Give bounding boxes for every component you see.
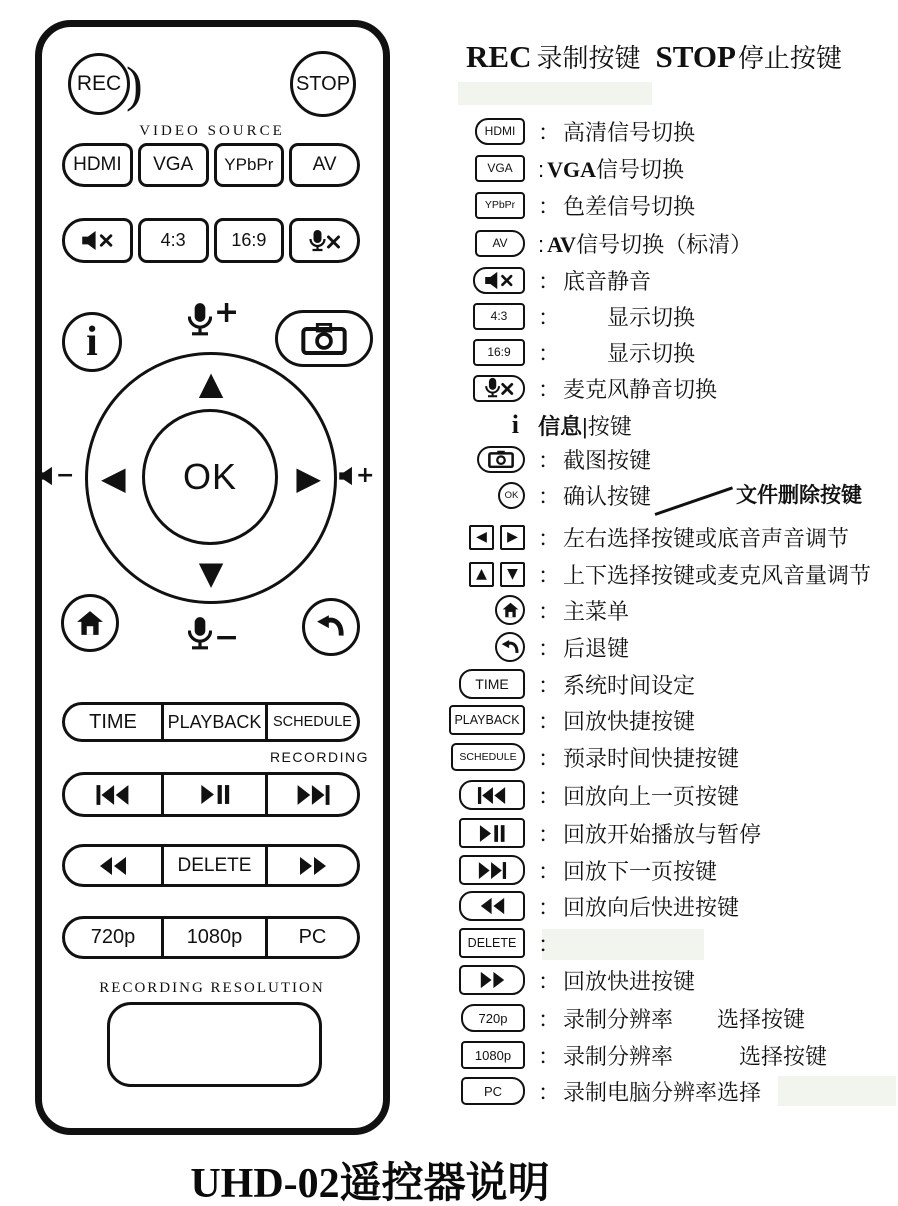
legend [430,0,898,1206]
legend-description: ： 回放快进按键 [538,968,696,994]
scan-artifact: ) [126,56,143,112]
legend-row-speaker-mute-icon [430,262,898,298]
legend-description: ： 预录时间快捷按键 [538,745,740,771]
skip-forward-icon [459,855,525,885]
left-arrow-icon: ◀ [469,525,494,550]
legend-description: ： 截图按键 [538,447,652,473]
legend-description: ： 高清信号切换 [538,119,696,145]
recording-resolution-label: RECORDING RESOLUTION [99,980,325,996]
res-720p-button[interactable]: 720p [90,926,136,948]
rewind-button[interactable] [65,847,161,884]
legend-description: ： 回放下一页按键 [538,858,718,884]
legend-row-camera-icon [430,441,898,477]
legend-row-delete-key [430,925,898,961]
right-button[interactable]: ▶ [296,459,321,497]
hdmi-key: HDMI [475,118,525,145]
mute-button[interactable] [62,218,133,263]
play-pause-icon [459,818,525,848]
key-720p: 720p [461,1004,525,1032]
legend-row-key-16-9 [430,334,898,370]
legend-description: ： 左右选择按键或底音声音调节 [538,525,850,551]
vga-key: VGA [475,155,525,182]
remote-control [35,20,390,1135]
minus-sign: − [56,463,75,488]
legend-description: ： 回放向上一页按键 [538,783,740,809]
legend-description: ： 上下选择按键或麦克风音量调节 [538,562,872,588]
play-pause-button[interactable] [161,775,268,814]
time-button[interactable]: TIME [89,710,137,733]
mic-icon [188,617,212,652]
legend-description: ： 色差信号切换 [538,193,696,219]
skip-forward-icon [295,784,331,806]
legend-description: ： 回放向后快进按键 [538,894,740,920]
camera-icon [301,323,347,355]
res-pc-button[interactable]: PC [298,926,327,948]
legend-description: ： 确认按键 [538,483,652,509]
rec-header-desc: 录制按键 [536,43,641,73]
ypbpr-button[interactable]: YPbPr [214,143,285,187]
speaker-mute-icon [81,230,114,251]
ok-button[interactable]: OK [142,409,278,545]
legend-description: ： 回放快捷按键 [538,708,696,734]
av-key: AV [475,230,525,257]
rewind-icon [459,891,525,921]
delete-button[interactable]: DELETE [161,847,268,884]
vga-button[interactable]: VGA [138,143,209,187]
delete-key: DELETE [459,928,525,958]
fast-forward-icon [459,965,525,995]
legend-row-play-pause-icon [430,815,898,851]
key-pc: PC [461,1077,525,1105]
camera-button[interactable] [275,310,373,367]
legend-header [466,38,842,75]
back-icon [495,632,525,662]
right-arrow-icon: ▶ [500,525,525,550]
highlight-box [458,82,652,105]
dpad [85,352,337,604]
legend-row-key-720p [430,1000,898,1036]
mic-icon [188,303,212,338]
legend-row-schedule-key [430,739,898,775]
legend-row-rewind-icon [430,888,898,924]
legend-row-home-icon [430,592,898,628]
mic-mute-icon [473,375,525,402]
legend-row-vga-key [430,150,898,186]
key-1080p: 1080p [461,1041,525,1069]
up-button[interactable]: ▲ [198,364,224,402]
plus-sign: + [214,295,240,330]
av-button[interactable]: AV [289,143,360,187]
legend-description: ： [538,931,561,957]
ok-key: OK [498,482,525,509]
hdmi-button[interactable]: HDMI [62,143,133,187]
skip-back-icon [95,784,131,806]
home-icon [495,595,525,625]
stop-header-desc: 停止按键 [737,43,842,73]
schedule-key: SCHEDULE [451,743,525,771]
legend-row-info-icon [430,407,898,443]
legend-description: ： 主菜单 [538,598,630,624]
mic-mute-button[interactable] [289,218,360,263]
legend-description: : AV 信号切换（标清） [538,231,753,257]
rewind-icon [98,856,128,876]
aspect-4-3-button[interactable]: 4:3 [138,218,209,263]
down-button[interactable]: ▼ [198,554,224,592]
key-4-3: 4:3 [473,303,525,330]
video-source-label: VIDEO SOURCE [139,123,285,139]
legend-row-fast-forward-icon [430,962,898,998]
legend-row-back-icon [430,629,898,665]
back-icon [316,615,346,639]
speaker-icon [38,466,55,486]
speaker-mute-icon [473,267,525,294]
legend-description: : VGA 信号切换 [538,156,685,182]
legend-row-av-key [430,225,898,261]
playback-key: PLAYBACK [449,705,525,735]
speaker-icon [338,466,355,486]
info-button[interactable]: i [62,312,122,372]
skip-back-icon [459,780,525,810]
fast-forward-button[interactable] [268,847,357,884]
stop-button[interactable]: STOP [290,51,356,117]
schedule-button[interactable]: SCHEDULE [273,714,352,730]
next-page-button[interactable] [268,775,357,814]
ypbpr-key: YPbPr [475,192,525,219]
rec-header-label: REC [466,39,532,74]
legend-description: ： 回放开始播放与暂停 [538,821,762,847]
legend-row-skip-forward-icon [430,852,898,888]
legend-row-key-4-3 [430,298,898,334]
down-arrow-icon: ▼ [500,562,525,587]
volume-minus-label [38,465,74,487]
legend-row-ypbpr-key [430,187,898,223]
info-icon: i [511,410,519,439]
home-icon [76,610,104,636]
legend-description: ： 录制分辨率 选择按键 [538,1043,828,1069]
play-pause-icon [200,784,230,805]
legend-row-key-pc [430,1073,898,1109]
rec-button[interactable]: REC [68,53,130,115]
playback-button[interactable]: PLAYBACK [161,705,268,739]
recording-label: RECORDING [269,749,369,765]
back-button[interactable] [302,598,360,656]
time-key: TIME [459,669,525,699]
legend-description: ： 录制电脑分辨率选择 [538,1079,762,1105]
legend-description: 信息 |按键 [538,413,632,439]
legend-row-skip-back-icon [430,777,898,813]
legend-row-time-key [430,666,898,702]
legend-description: ： 显示切换 [538,340,696,366]
blank-panel [107,1002,322,1087]
page-title: UHD-02遥控器说明 [190,1161,550,1206]
fast-forward-icon [298,856,328,876]
legend-description: ： 后退键 [538,635,630,661]
key-16-9: 16:9 [473,339,525,366]
legend-row-mic-mute-icon [430,370,898,406]
legend-row-up-down-keys [430,556,898,592]
legend-description: ： 录制分辨率 选择按键 [538,1006,806,1032]
left-button[interactable]: ◀ [101,459,126,497]
mic-mute-icon [308,229,341,253]
mic-plus-label [188,295,240,338]
minus-sign: − [214,620,240,655]
res-1080p-button[interactable]: 1080p [161,919,268,956]
volume-plus-label [338,465,374,487]
legend-row-playback-key [430,702,898,738]
stop-header-label: STOP [655,39,736,74]
delete-note: 文件删除按键 [736,484,862,507]
legend-description: ： 底音静音 [538,268,652,294]
up-arrow-icon: ▲ [469,562,494,587]
legend-description: ： 系统时间设定 [538,672,696,698]
legend-row-hdmi-key [430,113,898,149]
prev-page-button[interactable] [65,775,161,814]
aspect-16-9-button[interactable]: 16:9 [214,218,285,263]
legend-row-key-1080p [430,1037,898,1073]
legend-description: ： 显示切换 [538,304,696,330]
legend-row-left-right-keys [430,519,898,555]
mic-minus-label [188,617,239,653]
camera-icon [477,446,525,473]
legend-description: ： 麦克风静音切换 [538,376,718,402]
home-button[interactable] [61,594,119,652]
plus-sign: + [356,463,375,488]
